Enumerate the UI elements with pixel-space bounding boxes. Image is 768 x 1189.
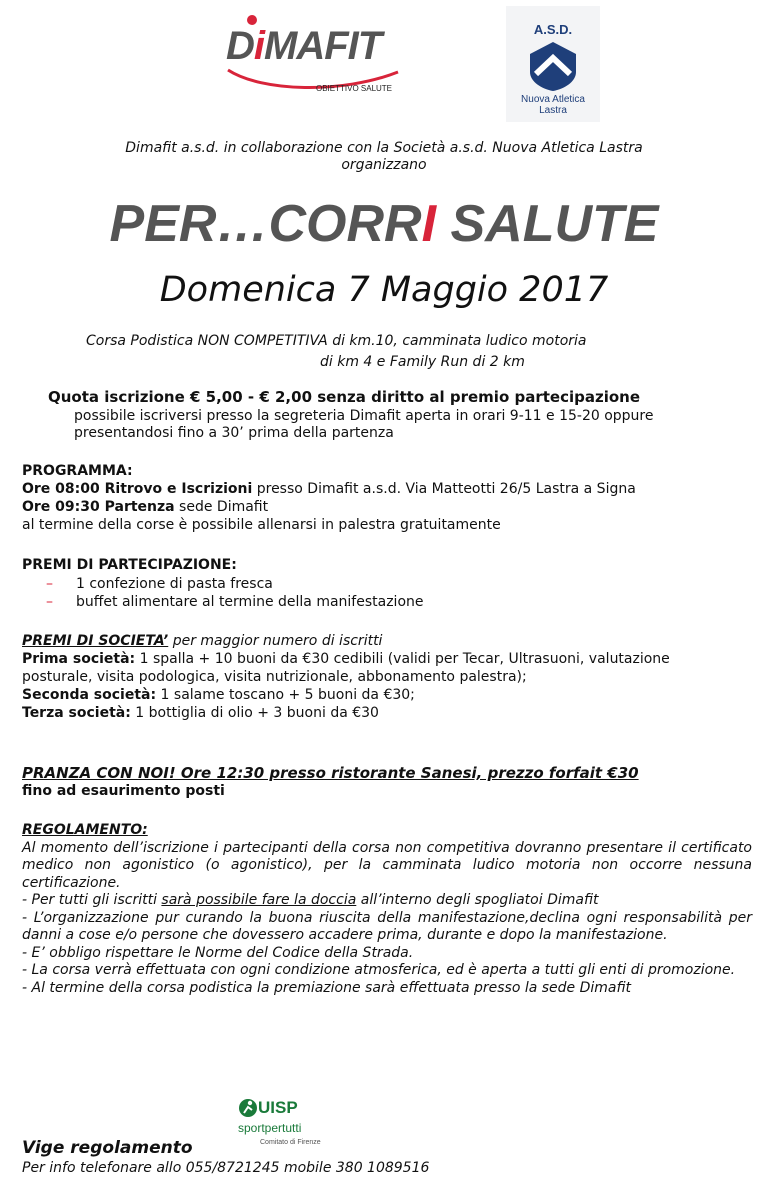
- regolamento-paragraph: Al momento dell’iscrizione i partecipanti della corsa non competitiva dovranno presentare il certificato medico non agonistico (o agonistico), per la camminata ludico motoria non occorre nessuna certificazione.: [22, 839, 752, 891]
- event-date: Domenica 7 Maggio 2017: [159, 270, 609, 310]
- premi-societa-section: PREMI DI SOCIETA’ per maggior numero di iscritti Prima società: 1 spalla + 10 buoni da €30 cedibili (validi per Tecar, Ultrasuoni, valutazione posturale, visita podologica, visita nutrizionale, abbonamento palestra); Seconda società: 1 salame toscano + 5 buoni da €30; Terza società: 1 bottiglia di olio + 3 buoni da €30: [22, 632, 752, 722]
- premi-partecipazione-list: [46, 575, 424, 611]
- asd-logo: [506, 6, 600, 122]
- pranzo-title: PRANZA CON NOI! Ore 12:30 presso ristorante Sanesi, prezzo forfait €30: [22, 764, 639, 782]
- event-description-line2: di km 4 e Family Run di 2 km: [320, 354, 525, 370]
- premio-terza: Terza società: 1 bottiglia di olio + 3 buoni da €30: [22, 705, 379, 721]
- shield-icon: [528, 40, 578, 92]
- vige-regolamento: Vige regolamento: [22, 1138, 193, 1158]
- premio-prima: Prima società: 1 spalla + 10 buoni da €30 cedibili (validi per Tecar, Ultrasuoni, valutazione: [22, 651, 670, 667]
- asd-logo-title: A.S.D.: [533, 22, 573, 37]
- uisp-logo: UISP sportpertutti Comitato di Firenze: [238, 1098, 321, 1146]
- quota-title: Quota iscrizione € 5,00 - € 2,00 senza diritto al premio partecipazione: [48, 388, 640, 406]
- regolamento-paragraph: - E’ obbligo rispettare le Norme del Codice della Strada.: [22, 944, 414, 961]
- dimafit-wordmark: DiMAFIT: [226, 24, 382, 68]
- list-item: – buffet alimentare al termine della manifestazione: [46, 594, 424, 610]
- programma-section: [22, 462, 752, 534]
- programma-row: Ore 08:00 Ritrovo e Iscrizioni presso Dimafit a.s.d. Via Matteotti 26/5 Lastra a Signa: [22, 481, 636, 497]
- premi-partecipazione-heading: PREMI DI PARTECIPAZIONE:: [22, 557, 237, 573]
- programma-heading: PROGRAMMA:: [22, 463, 133, 479]
- intro-text: Dimafit a.s.d. in collaborazione con la Società a.s.d. Nuova Atletica Lastra organizzano: [125, 140, 643, 173]
- regolamento-paragraph: - L’organizzazione pur curando la buona riuscita della manifestazione,declina ogni responsabilità per danni a cose e/o persone che dovessero accadere prima, durante e dopo la manifestazione.: [22, 909, 752, 943]
- dimafit-tagline: OBIETTIVO SALUTE: [316, 84, 393, 93]
- runner-icon: [238, 1097, 258, 1119]
- regolamento-section: [22, 822, 752, 997]
- list-item: – 1 confezione di pasta fresca: [46, 576, 273, 592]
- programma-note: al termine della corse è possibile allenarsi in palestra gratuitamente: [22, 517, 501, 533]
- regolamento-paragraph: - La corsa verrà effettuata con ogni condizione atmosferica, ed è aperta a tutti gli enti di promozione.: [22, 962, 736, 978]
- regolamento-paragraph: - Per tutti gli iscritti sarà possibile fare la doccia all’interno degli spogliatoi Dimafit: [22, 892, 599, 908]
- premi-societa-heading: PREMI DI SOCIETA’: [22, 633, 169, 649]
- premio-seconda: Seconda società: 1 salame toscano + 5 buoni da €30;: [22, 687, 415, 703]
- regolamento-paragraph: - Al termine della corsa podistica la premiazione sarà effettuata presso la sede Dimafit: [22, 979, 632, 996]
- pranzo-note: fino ad esaurimento posti: [22, 783, 225, 799]
- event-title: PER…CORRI SALUTE: [109, 195, 659, 253]
- event-description-line1: Corsa Podistica NON COMPETITIVA di km.10, camminata ludico motoria: [86, 333, 587, 349]
- dimafit-logo: [222, 14, 408, 100]
- contact-info: Per info telefonare allo 055/8721245 mobile 380 1089516: [22, 1160, 430, 1176]
- quota-note: possibile iscriversi presso la segreteria Dimafit aperta in orari 9-11 e 15-20 oppure presentandosi fino a 30’ prima della partenza: [74, 408, 654, 441]
- programma-row: Ore 09:30 Partenza sede Dimafit: [22, 499, 269, 515]
- pranzo-section: [22, 764, 752, 800]
- asd-logo-name: Nuova Atletica Lastra: [521, 94, 585, 116]
- regolamento-heading: REGOLAMENTO:: [22, 822, 148, 838]
